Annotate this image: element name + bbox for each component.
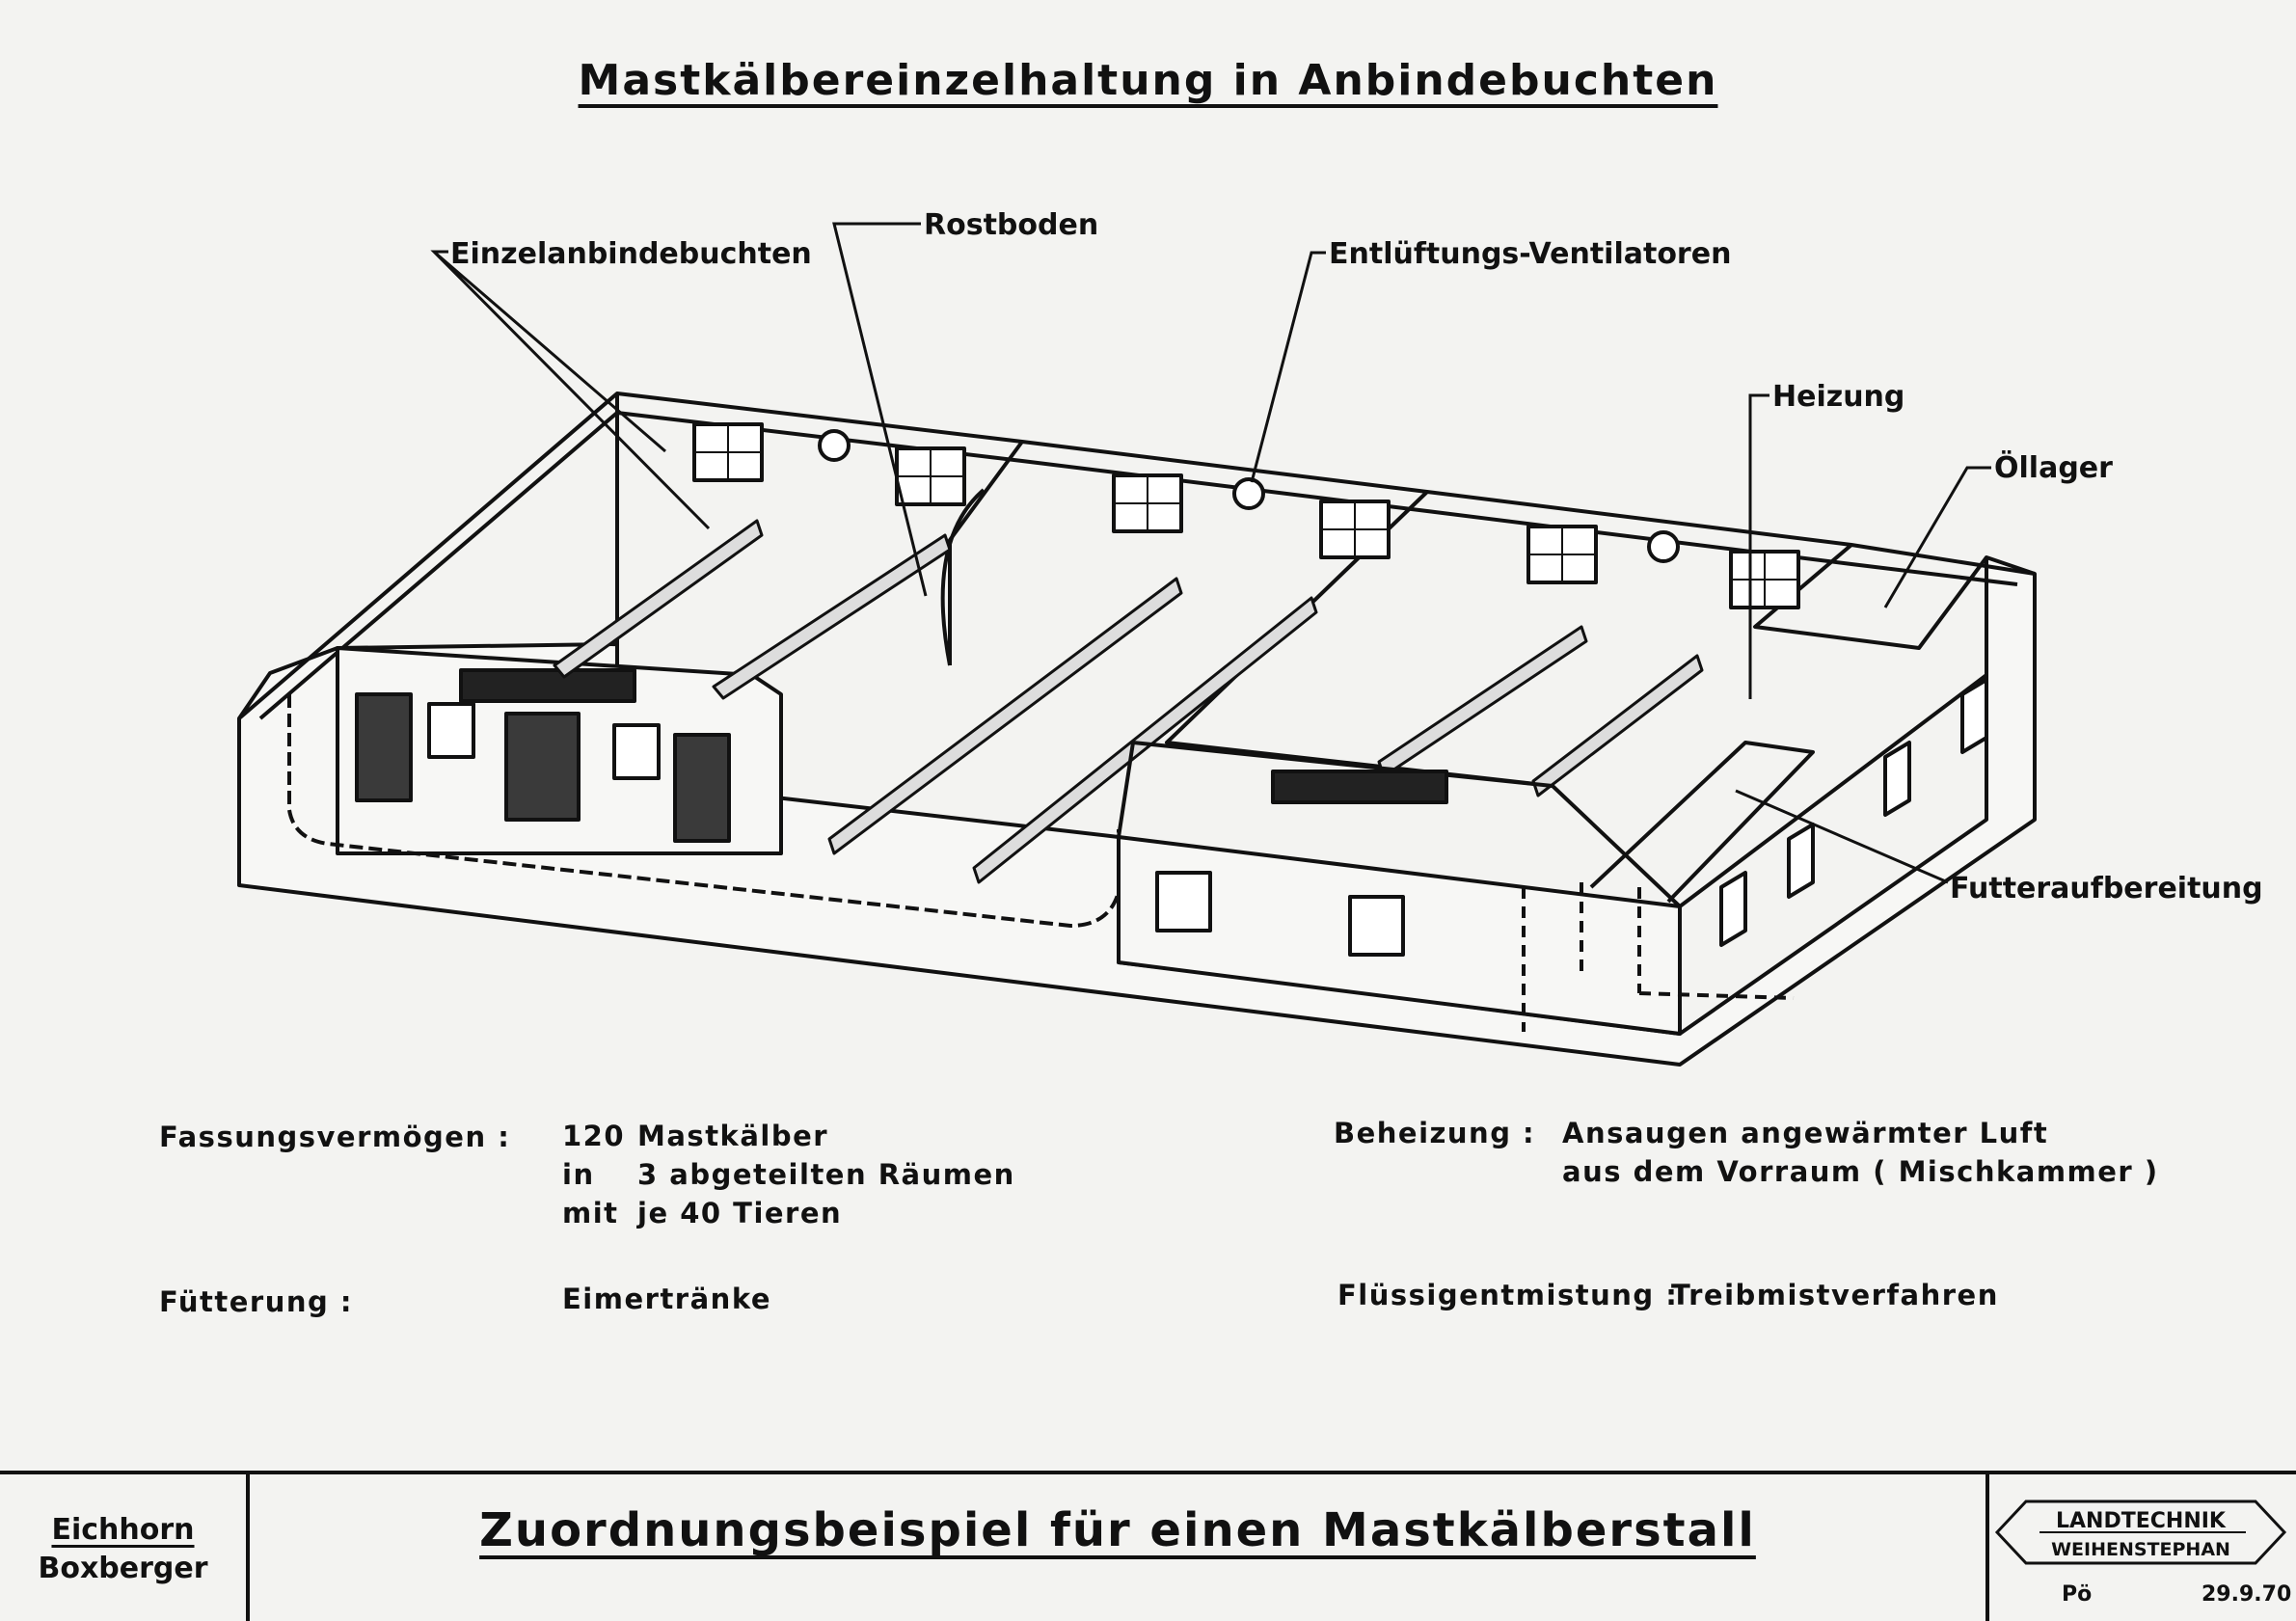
leader-oellager xyxy=(1885,468,1991,608)
leader-rostboden xyxy=(834,224,926,596)
feeding-label: Fütterung : xyxy=(159,1285,353,1318)
leader-ventilatoren xyxy=(1252,253,1326,482)
label-futteraufbereitung: Futteraufbereitung xyxy=(1950,872,2263,905)
drawing-title: Mastkälbereinzelhaltung in Anbindebuchten xyxy=(578,56,1718,105)
author-2: Boxberger xyxy=(38,1552,208,1585)
heating-values xyxy=(1562,1114,2159,1191)
window xyxy=(1962,680,1986,752)
window xyxy=(1721,873,1745,945)
subtitle: Zuordnungsbeispiel für einen Mastkälberstall xyxy=(479,1503,1756,1557)
title-block xyxy=(0,1471,2296,1621)
capacity-label: Fassungsvermögen : xyxy=(159,1121,511,1153)
capacity-line: in 3 abgeteilten Räumen xyxy=(562,1158,1015,1191)
author-1: Eichhorn xyxy=(51,1513,195,1547)
label-rostboden: Rostboden xyxy=(924,208,1099,242)
window xyxy=(1789,824,1813,897)
door xyxy=(357,694,411,800)
window xyxy=(1885,743,1909,815)
stamp-line2: WEIHENSTEPHAN xyxy=(2051,1539,2230,1560)
institute-stamp xyxy=(1989,1474,2296,1580)
manure-label: Flüssigentmistung : xyxy=(1337,1279,1679,1311)
leader-heizung xyxy=(1750,395,1769,699)
stamp-cell xyxy=(1989,1474,2296,1621)
leader-einzelanbindebuchten xyxy=(434,252,709,528)
duct xyxy=(461,670,635,701)
capacity-values xyxy=(562,1117,1015,1232)
window xyxy=(429,704,473,757)
drawing-date: 29.9.70 xyxy=(2201,1582,2292,1607)
feeding-value: Eimertränke xyxy=(562,1283,771,1315)
label-ventilatoren: Entlüftungs-Ventilatoren xyxy=(1329,237,1732,271)
heating-label: Beheizung : xyxy=(1334,1117,1536,1149)
label-einzelanbindebuchten: Einzelanbindebuchten xyxy=(450,237,812,271)
window xyxy=(1157,873,1210,931)
heating-line: Ansaugen angewärmter Luft xyxy=(1562,1117,2049,1149)
capacity-line: 120 Mastkälber xyxy=(562,1120,829,1152)
capacity-line: mit je 40 Tieren xyxy=(562,1197,843,1229)
stamp-line1: LANDTECHNIK xyxy=(2056,1509,2226,1533)
authors-cell xyxy=(0,1474,250,1621)
signature: Pö xyxy=(2062,1582,2093,1607)
label-oellager: Öllager xyxy=(1994,451,2113,485)
duct xyxy=(1273,771,1446,802)
leader-futteraufbereitung xyxy=(1736,791,1948,882)
subtitle-cell xyxy=(250,1474,1989,1621)
window xyxy=(1350,897,1403,955)
label-heizung: Heizung xyxy=(1772,380,1905,414)
door xyxy=(506,714,579,820)
window xyxy=(614,725,659,778)
door xyxy=(675,735,729,841)
heating-line: aus dem Vorraum ( Mischkammer ) xyxy=(1562,1155,2159,1188)
manure-value: Treibmistverfahren xyxy=(1671,1279,1999,1311)
